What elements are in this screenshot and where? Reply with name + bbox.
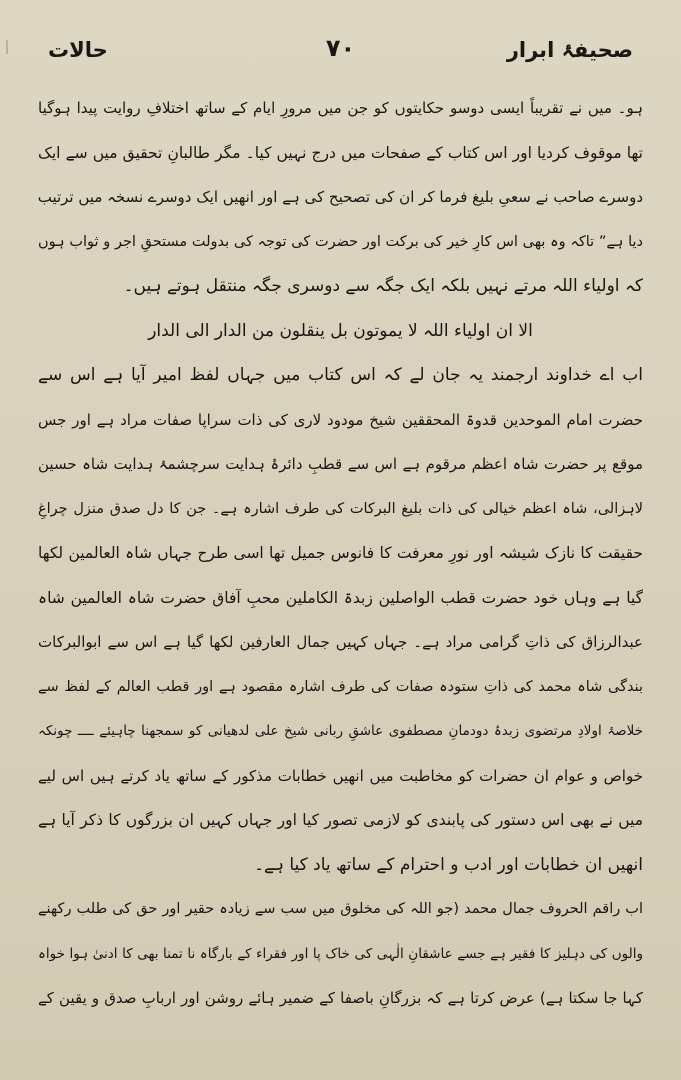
text-line: ہو۔ میں نے تقریباً ایسی دوسو حکایتوں کو جن میں مرورِ ایام کے ساتھ اختلافِ روایت پیدا ہوگیا	[38, 99, 643, 117]
text-line: تھا موقوف کردیا اور اس کتاب کے صفحات میں درج نہیں کیا۔ مگر طالبانِ تحقیق میں سے ایک	[38, 143, 643, 162]
text-line: میں نے بھی اس دستور کی پابندی کو لازمی تصور کیا اور جہاں کہیں ان بزرگوں کا ذکر آیا ہے	[38, 811, 643, 829]
text-line: گیا ہے وہاں خود حضرت قطب الواصلین زبدۃ الکاملین محبِ آفاق حضرت شاہ العالمین شاہ	[38, 588, 643, 607]
text-line: والوں کی دہلیز کا فقیر ہے جسے عاشقانِ الٰہی کی خاک پا اور فقراء کے بارگاہ نا تمنا بھی کا ادنیٰ ہوا خواہ	[38, 945, 643, 962]
text-line: لاہزالی، شاہ اعظم خیالی کی ذات بلیغ البرکات کی طرف اشارہ ہے۔ جن کا دل صدق منزل چراغِ	[38, 500, 643, 517]
body-text	[38, 86, 643, 1021]
text-line: انھیں ان خطابات اور ادب و احترام کے ساتھ یاد کیا ہے۔	[254, 854, 643, 875]
text-line: کہا جا سکتا ہے) عرض کرتا ہے کہ بزرگانِ باصفا کے ضمیر ہائے روشن اور اربابِ صدق و یقین کے	[38, 989, 643, 1007]
running-book-title: صحیفۂ ابرار	[506, 38, 633, 62]
page-number: ۷۰	[325, 34, 356, 62]
text-line: حقیقت کا نازک شیشہ اور نورِ معرفت کا فانوس جمیل تھا اسی طرح جہاں شاہ العالمین لکھا	[38, 544, 643, 562]
text-line: بندگی شاہ محمد کی ذاتِ ستودہ صفات کی طرف اشارہ مقصود ہے اور قطب العالم کے لفظ سے	[38, 678, 643, 695]
page-header	[40, 32, 641, 72]
margin-mark	[6, 40, 16, 54]
text-line: خواص و عوام ان حضرات کو مخاطبت میں انھیں خطابات مذکور کے ساتھ یاد کرتے ہیں اس لیے	[38, 766, 643, 785]
text-line: کہ اولیاء اللہ مرتے نہیں بلکہ ایک جگہ سے دوسری جگہ منتقل ہوتے ہیں۔	[123, 276, 643, 296]
text-line: اب اے خداوند ارجمند یہ جان لے کہ اس کتاب میں جہاں لفظ امیر آیا ہے اس سے	[38, 365, 643, 385]
arabic-quote-line: الا ان اولیاء اللہ لا یموتون بل ینقلون من الدار الی الدار	[148, 320, 533, 341]
text-line: دیا ہے” تاکہ وہ بھی اس کارِ خیر کی برکت اور حضرت کی توجہ کی بدولت مستحقِ اجر و ثواب ہوں	[38, 233, 643, 250]
text-line: عبدالرزاق کی ذاتِ گرامی مراد ہے۔ جہاں کہیں جمال العارفین لکھا گیا ہے اس سے ابوالبرکات	[38, 633, 643, 651]
text-line: دوسرے صاحب نے سعیِ بلیغ فرما کر ان کی تصحیح کی ہے اور انھیں ایک دوسرے نسخہ میں ترتیب	[38, 188, 643, 206]
text-line: اب راقم الحروف جمال محمد (جو اللہ کی مخلوق میں سب سے زیادہ حقیر اور حق کی طلب رکھنے	[38, 901, 643, 917]
text-line: موقع پر حضرت شاہ اعظم مرقوم ہے اس سے قطبِ دائرۂ ہدایت سرچشمۂ ہدایت شاہ حسین	[38, 455, 643, 473]
text-line: خلاصۂ اولادِ مرتضوی زبدۂ دودمانِ مصطفوی عاشقِ ربانی شیخ علی لدھیانی کو سمجھنا چاہیئے ــــ چونکہ	[38, 723, 643, 739]
running-section-title: حالات	[48, 38, 108, 62]
text-line: حضرت امام الموحدین قدوۃ المحققین شیخ مودود لاری کی ذات سراپا صفات مراد ہے اور جس	[38, 410, 643, 429]
